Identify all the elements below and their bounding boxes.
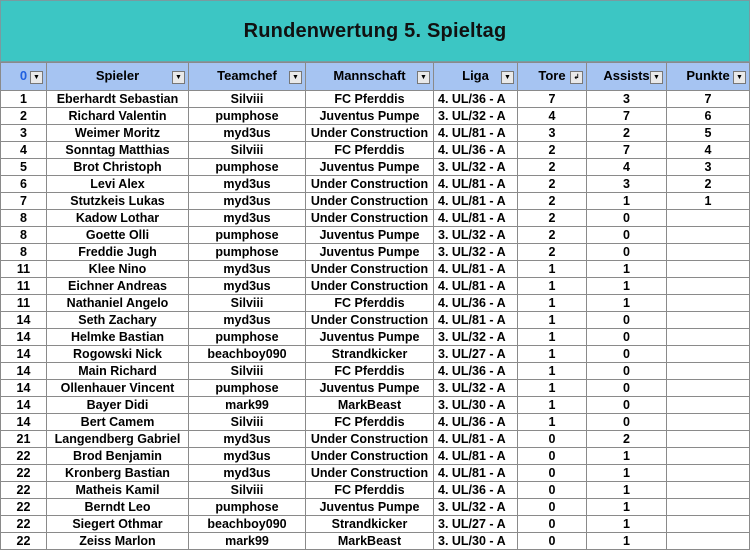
column-label-mannschaft: Mannschaft <box>333 68 406 83</box>
cell-teamchef: pumphose <box>189 499 306 516</box>
cell-spieler: Brod Benjamin <box>47 448 189 465</box>
table-row <box>1 142 750 159</box>
cell-tore: 0 <box>518 448 587 465</box>
cell-tore: 1 <box>518 380 587 397</box>
cell-punkte <box>667 465 750 482</box>
cell-assists: 0 <box>587 227 667 244</box>
cell-assists: 1 <box>587 499 667 516</box>
column-label-rank: 0 <box>19 68 28 83</box>
cell-teamchef: myd3us <box>189 431 306 448</box>
table-row <box>1 329 750 346</box>
cell-spieler: Rogowski Nick <box>47 346 189 363</box>
cell-teamchef: Silviii <box>189 142 306 159</box>
cell-spieler: Kronberg Bastian <box>47 465 189 482</box>
cell-tore: 1 <box>518 329 587 346</box>
cell-mannschaft: Under Construction <box>306 465 434 482</box>
cell-liga: 4. UL/36 - A <box>434 91 518 108</box>
cell-punkte <box>667 363 750 380</box>
cell-assists: 1 <box>587 533 667 550</box>
cell-punkte: 2 <box>667 176 750 193</box>
cell-rank: 22 <box>1 499 47 516</box>
cell-mannschaft: Under Construction <box>306 431 434 448</box>
cell-spieler: Sonntag Matthias <box>47 142 189 159</box>
cell-punkte <box>667 448 750 465</box>
cell-spieler: Goette Olli <box>47 227 189 244</box>
cell-rank: 4 <box>1 142 47 159</box>
cell-spieler: Weimer Moritz <box>47 125 189 142</box>
cell-punkte <box>667 397 750 414</box>
cell-liga: 4. UL/36 - A <box>434 363 518 380</box>
cell-liga: 4. UL/36 - A <box>434 414 518 431</box>
cell-punkte <box>667 278 750 295</box>
cell-assists: 1 <box>587 482 667 499</box>
cell-liga: 3. UL/27 - A <box>434 346 518 363</box>
cell-assists: 1 <box>587 261 667 278</box>
cell-rank: 14 <box>1 329 47 346</box>
cell-rank: 2 <box>1 108 47 125</box>
cell-punkte <box>667 244 750 261</box>
cell-spieler: Bert Camem <box>47 414 189 431</box>
cell-mannschaft: FC Pferddis <box>306 295 434 312</box>
cell-liga: 3. UL/30 - A <box>434 533 518 550</box>
cell-teamchef: pumphose <box>189 380 306 397</box>
table-row <box>1 346 750 363</box>
cell-punkte <box>667 295 750 312</box>
cell-rank: 7 <box>1 193 47 210</box>
cell-rank: 1 <box>1 91 47 108</box>
cell-mannschaft: FC Pferddis <box>306 482 434 499</box>
cell-mannschaft: FC Pferddis <box>306 91 434 108</box>
cell-tore: 2 <box>518 227 587 244</box>
cell-tore: 0 <box>518 465 587 482</box>
cell-mannschaft: Juventus Pumpe <box>306 329 434 346</box>
cell-teamchef: Silviii <box>189 414 306 431</box>
cell-punkte <box>667 312 750 329</box>
dropdown-arrow-icon[interactable]: ▼ <box>172 71 185 84</box>
cell-mannschaft: Strandkicker <box>306 516 434 533</box>
cell-spieler: Eberhardt Sebastian <box>47 91 189 108</box>
cell-tore: 1 <box>518 414 587 431</box>
cell-rank: 11 <box>1 261 47 278</box>
cell-punkte <box>667 210 750 227</box>
table-row <box>1 312 750 329</box>
cell-assists: 0 <box>587 210 667 227</box>
cell-assists: 0 <box>587 346 667 363</box>
column-label-spieler: Spieler <box>95 68 140 83</box>
cell-rank: 14 <box>1 380 47 397</box>
cell-teamchef: myd3us <box>189 193 306 210</box>
cell-mannschaft: Under Construction <box>306 210 434 227</box>
cell-rank: 11 <box>1 295 47 312</box>
cell-assists: 0 <box>587 244 667 261</box>
cell-liga: 4. UL/81 - A <box>434 448 518 465</box>
cell-tore: 2 <box>518 176 587 193</box>
table-row <box>1 210 750 227</box>
cell-mannschaft: Juventus Pumpe <box>306 159 434 176</box>
cell-punkte <box>667 329 750 346</box>
cell-spieler: Langendberg Gabriel <box>47 431 189 448</box>
column-header-rank <box>1 63 47 91</box>
cell-teamchef: pumphose <box>189 244 306 261</box>
cell-rank: 14 <box>1 312 47 329</box>
cell-assists: 0 <box>587 312 667 329</box>
cell-rank: 8 <box>1 210 47 227</box>
cell-tore: 2 <box>518 159 587 176</box>
cell-rank: 8 <box>1 244 47 261</box>
table-row <box>1 465 750 482</box>
cell-mannschaft: MarkBeast <box>306 533 434 550</box>
table-row <box>1 91 750 108</box>
cell-teamchef: beachboy090 <box>189 516 306 533</box>
cell-mannschaft: FC Pferddis <box>306 363 434 380</box>
column-header-punkte <box>667 63 750 91</box>
cell-rank: 3 <box>1 125 47 142</box>
cell-mannschaft: Juventus Pumpe <box>306 227 434 244</box>
cell-liga: 3. UL/27 - A <box>434 516 518 533</box>
column-header-tore <box>518 63 587 91</box>
cell-assists: 3 <box>587 91 667 108</box>
cell-mannschaft: MarkBeast <box>306 397 434 414</box>
cell-assists: 7 <box>587 108 667 125</box>
cell-assists: 1 <box>587 193 667 210</box>
ranking-table <box>0 62 750 550</box>
cell-mannschaft: Under Construction <box>306 261 434 278</box>
table-row <box>1 380 750 397</box>
cell-punkte: 7 <box>667 91 750 108</box>
cell-assists: 4 <box>587 159 667 176</box>
column-label-liga: Liga <box>462 68 489 83</box>
cell-punkte: 3 <box>667 159 750 176</box>
cell-rank: 21 <box>1 431 47 448</box>
cell-spieler: Klee Nino <box>47 261 189 278</box>
cell-spieler: Nathaniel Angelo <box>47 295 189 312</box>
cell-assists: 2 <box>587 125 667 142</box>
cell-liga: 3. UL/32 - A <box>434 329 518 346</box>
cell-liga: 4. UL/36 - A <box>434 295 518 312</box>
cell-liga: 4. UL/81 - A <box>434 261 518 278</box>
table-row <box>1 261 750 278</box>
cell-rank: 14 <box>1 414 47 431</box>
cell-rank: 22 <box>1 482 47 499</box>
cell-liga: 4. UL/36 - A <box>434 142 518 159</box>
cell-teamchef: mark99 <box>189 397 306 414</box>
table-row <box>1 125 750 142</box>
cell-rank: 14 <box>1 363 47 380</box>
cell-mannschaft: Under Construction <box>306 312 434 329</box>
cell-tore: 0 <box>518 431 587 448</box>
cell-teamchef: Silviii <box>189 91 306 108</box>
cell-teamchef: Silviii <box>189 482 306 499</box>
cell-punkte: 5 <box>667 125 750 142</box>
table-row <box>1 363 750 380</box>
cell-rank: 22 <box>1 516 47 533</box>
cell-rank: 14 <box>1 346 47 363</box>
cell-rank: 11 <box>1 278 47 295</box>
cell-punkte <box>667 346 750 363</box>
cell-tore: 3 <box>518 125 587 142</box>
cell-liga: 4. UL/81 - A <box>434 278 518 295</box>
cell-teamchef: beachboy090 <box>189 346 306 363</box>
sort-descending-icon[interactable]: ↲ <box>570 71 583 84</box>
cell-punkte <box>667 261 750 278</box>
cell-tore: 1 <box>518 278 587 295</box>
cell-spieler: Main Richard <box>47 363 189 380</box>
cell-spieler: Ollenhauer Vincent <box>47 380 189 397</box>
cell-punkte: 6 <box>667 108 750 125</box>
cell-liga: 3. UL/32 - A <box>434 108 518 125</box>
table-row <box>1 516 750 533</box>
dropdown-arrow-icon[interactable]: ▼ <box>501 71 514 84</box>
cell-assists: 7 <box>587 142 667 159</box>
cell-tore: 0 <box>518 516 587 533</box>
dropdown-arrow-icon[interactable]: ▼ <box>30 71 43 84</box>
cell-mannschaft: Under Construction <box>306 193 434 210</box>
table-row <box>1 244 750 261</box>
cell-assists: 2 <box>587 431 667 448</box>
cell-tore: 1 <box>518 397 587 414</box>
cell-teamchef: myd3us <box>189 210 306 227</box>
cell-punkte <box>667 533 750 550</box>
cell-tore: 7 <box>518 91 587 108</box>
cell-tore: 1 <box>518 261 587 278</box>
cell-mannschaft: Under Construction <box>306 176 434 193</box>
table-row <box>1 159 750 176</box>
cell-liga: 4. UL/81 - A <box>434 465 518 482</box>
cell-rank: 22 <box>1 448 47 465</box>
dropdown-arrow-icon[interactable]: ▼ <box>417 71 430 84</box>
cell-mannschaft: Juventus Pumpe <box>306 244 434 261</box>
cell-liga: 4. UL/81 - A <box>434 210 518 227</box>
cell-punkte: 4 <box>667 142 750 159</box>
cell-teamchef: myd3us <box>189 176 306 193</box>
cell-spieler: Freddie Jugh <box>47 244 189 261</box>
cell-rank: 14 <box>1 397 47 414</box>
table-row <box>1 295 750 312</box>
title-bar <box>0 0 750 62</box>
cell-teamchef: myd3us <box>189 261 306 278</box>
table-row <box>1 397 750 414</box>
cell-mannschaft: FC Pferddis <box>306 142 434 159</box>
cell-spieler: Kadow Lothar <box>47 210 189 227</box>
column-header-mannschaft <box>306 63 434 91</box>
cell-liga: 3. UL/32 - A <box>434 499 518 516</box>
column-label-assists: Assists <box>603 68 650 83</box>
cell-spieler: Brot Christoph <box>47 159 189 176</box>
table-row <box>1 176 750 193</box>
cell-teamchef: pumphose <box>189 159 306 176</box>
cell-assists: 0 <box>587 414 667 431</box>
cell-spieler: Matheis Kamil <box>47 482 189 499</box>
cell-assists: 0 <box>587 329 667 346</box>
cell-assists: 1 <box>587 448 667 465</box>
table-row <box>1 108 750 125</box>
dropdown-arrow-icon[interactable]: ▼ <box>733 71 746 84</box>
page-title: Rundenwertung 5. Spieltag <box>243 19 507 42</box>
cell-punkte <box>667 227 750 244</box>
cell-liga: 4. UL/81 - A <box>434 312 518 329</box>
cell-rank: 22 <box>1 533 47 550</box>
cell-tore: 0 <box>518 499 587 516</box>
cell-spieler: Helmke Bastian <box>47 329 189 346</box>
cell-teamchef: mark99 <box>189 533 306 550</box>
column-header-teamchef <box>189 63 306 91</box>
column-label-tore: Tore <box>538 68 566 83</box>
cell-tore: 2 <box>518 193 587 210</box>
cell-liga: 3. UL/32 - A <box>434 380 518 397</box>
cell-punkte <box>667 482 750 499</box>
cell-tore: 1 <box>518 346 587 363</box>
cell-tore: 2 <box>518 210 587 227</box>
cell-liga: 4. UL/81 - A <box>434 431 518 448</box>
cell-rank: 6 <box>1 176 47 193</box>
cell-rank: 22 <box>1 465 47 482</box>
cell-tore: 1 <box>518 295 587 312</box>
cell-teamchef: myd3us <box>189 448 306 465</box>
cell-tore: 2 <box>518 244 587 261</box>
cell-punkte: 1 <box>667 193 750 210</box>
cell-punkte <box>667 431 750 448</box>
cell-spieler: Richard Valentin <box>47 108 189 125</box>
cell-punkte <box>667 499 750 516</box>
cell-liga: 3. UL/32 - A <box>434 227 518 244</box>
column-header-assists <box>587 63 667 91</box>
table-row <box>1 278 750 295</box>
cell-assists: 1 <box>587 278 667 295</box>
cell-assists: 3 <box>587 176 667 193</box>
cell-mannschaft: Strandkicker <box>306 346 434 363</box>
cell-rank: 8 <box>1 227 47 244</box>
cell-teamchef: myd3us <box>189 278 306 295</box>
cell-spieler: Levi Alex <box>47 176 189 193</box>
cell-spieler: Berndt Leo <box>47 499 189 516</box>
cell-liga: 4. UL/81 - A <box>434 125 518 142</box>
cell-tore: 2 <box>518 142 587 159</box>
cell-mannschaft: FC Pferddis <box>306 414 434 431</box>
column-header-spieler <box>47 63 189 91</box>
cell-teamchef: Silviii <box>189 363 306 380</box>
cell-rank: 5 <box>1 159 47 176</box>
cell-spieler: Zeiss Marlon <box>47 533 189 550</box>
cell-assists: 0 <box>587 363 667 380</box>
cell-punkte <box>667 380 750 397</box>
cell-assists: 0 <box>587 380 667 397</box>
cell-assists: 1 <box>587 295 667 312</box>
cell-tore: 4 <box>518 108 587 125</box>
column-label-punkte: Punkte <box>686 68 730 83</box>
table-row <box>1 533 750 550</box>
cell-tore: 1 <box>518 312 587 329</box>
cell-tore: 0 <box>518 482 587 499</box>
cell-mannschaft: Under Construction <box>306 125 434 142</box>
cell-spieler: Stutzkeis Lukas <box>47 193 189 210</box>
cell-spieler: Bayer Didi <box>47 397 189 414</box>
cell-mannschaft: Juventus Pumpe <box>306 108 434 125</box>
cell-mannschaft: Juventus Pumpe <box>306 499 434 516</box>
cell-liga: 3. UL/30 - A <box>434 397 518 414</box>
cell-teamchef: pumphose <box>189 227 306 244</box>
cell-liga: 3. UL/32 - A <box>434 159 518 176</box>
column-label-teamchef: Teamchef <box>217 68 277 83</box>
table-row <box>1 431 750 448</box>
table-row <box>1 414 750 431</box>
cell-mannschaft: Juventus Pumpe <box>306 380 434 397</box>
cell-mannschaft: Under Construction <box>306 448 434 465</box>
cell-teamchef: pumphose <box>189 108 306 125</box>
cell-teamchef: myd3us <box>189 312 306 329</box>
cell-teamchef: pumphose <box>189 329 306 346</box>
cell-assists: 0 <box>587 397 667 414</box>
table-row <box>1 482 750 499</box>
cell-assists: 1 <box>587 465 667 482</box>
cell-teamchef: myd3us <box>189 465 306 482</box>
cell-tore: 0 <box>518 533 587 550</box>
header-row <box>1 63 750 91</box>
table-body <box>1 91 750 550</box>
column-header-liga <box>434 63 518 91</box>
cell-mannschaft: Under Construction <box>306 278 434 295</box>
cell-liga: 4. UL/36 - A <box>434 482 518 499</box>
cell-spieler: Seth Zachary <box>47 312 189 329</box>
cell-punkte <box>667 414 750 431</box>
cell-teamchef: myd3us <box>189 125 306 142</box>
cell-liga: 4. UL/81 - A <box>434 176 518 193</box>
table-row <box>1 448 750 465</box>
cell-spieler: Eichner Andreas <box>47 278 189 295</box>
table-row <box>1 193 750 210</box>
cell-assists: 1 <box>587 516 667 533</box>
cell-spieler: Siegert Othmar <box>47 516 189 533</box>
dropdown-arrow-icon[interactable]: ▼ <box>650 71 663 84</box>
cell-teamchef: Silviii <box>189 295 306 312</box>
cell-liga: 3. UL/32 - A <box>434 244 518 261</box>
cell-tore: 1 <box>518 363 587 380</box>
cell-liga: 4. UL/81 - A <box>434 193 518 210</box>
dropdown-arrow-icon[interactable]: ▼ <box>289 71 302 84</box>
table-row <box>1 227 750 244</box>
cell-punkte <box>667 516 750 533</box>
table-row <box>1 499 750 516</box>
